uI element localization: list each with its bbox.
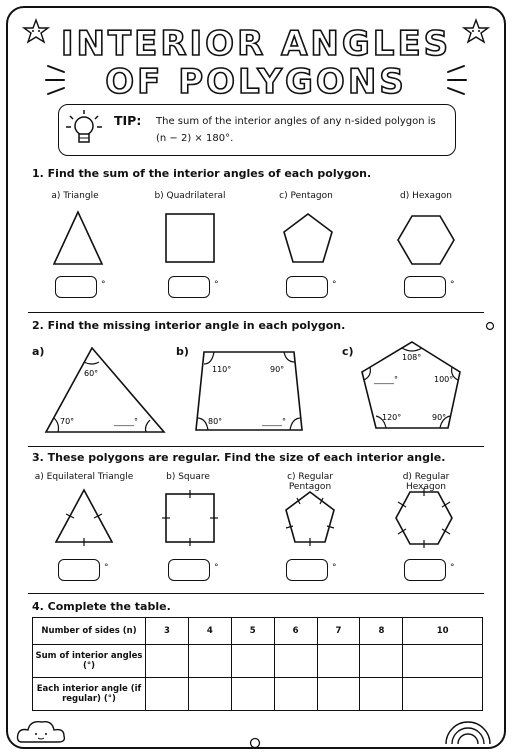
q3-equilateral-triangle-shape (44, 486, 124, 550)
q1-square-shape (150, 208, 230, 268)
q3-answer-box-c[interactable] (286, 559, 328, 581)
table-cell[interactable] (360, 678, 403, 711)
sides-table (32, 617, 483, 711)
table-cell[interactable] (360, 645, 403, 678)
q3-square-shape (152, 486, 228, 550)
q3-label-regular-hexagon: d) Regular Hexagon (402, 472, 450, 492)
q3-answer-box-a[interactable] (58, 559, 100, 581)
q2-quad-missing-angle: _____° (262, 417, 286, 426)
table-header-cell: 6 (274, 618, 317, 645)
table-cell[interactable] (274, 678, 317, 711)
q2-part-a: a) (32, 345, 45, 358)
q2-triangle-missing-angle: _____° (114, 417, 138, 426)
q1-degree-c: ° (332, 280, 337, 290)
q3-answer-box-d[interactable] (404, 559, 446, 581)
table-row (33, 678, 483, 711)
circle-decoration-icon (484, 320, 496, 332)
q1-answer-box-d[interactable] (404, 276, 446, 298)
divider (28, 446, 484, 447)
table-cell[interactable] (146, 678, 189, 711)
table-header-cell: 7 (317, 618, 360, 645)
q2-quadrilateral-figure (190, 344, 310, 436)
q3-degree-b: ° (214, 563, 219, 573)
q2-quad-top-right-angle: 90° (270, 365, 285, 374)
q3-regular-pentagon-shape (270, 486, 350, 550)
table-cell[interactable] (317, 678, 360, 711)
q1-answer-box-b[interactable] (168, 276, 210, 298)
q2-pentagon-figure (356, 336, 468, 436)
table-header-label: Number of sides (n) (33, 618, 146, 645)
q2-pentagon-bottom-right-angle: 90° (432, 413, 447, 422)
question-2-title: 2. Find the missing interior angle in each polygon. (32, 319, 346, 332)
table-header-cell: 5 (231, 618, 274, 645)
table-header-cell: 10 (403, 618, 483, 645)
table-cell[interactable] (188, 645, 231, 678)
q3-degree-a: ° (104, 563, 109, 573)
row-label-each: Each interior angle (if regular) (°) (33, 678, 146, 711)
page-title: INTERIOR ANGLES (60, 24, 452, 64)
cloud-icon (14, 714, 70, 748)
q3-degree-d: ° (450, 563, 455, 573)
q2-quad-bottom-left-angle: 80° (208, 417, 223, 426)
q1-degree-b: ° (214, 280, 219, 290)
q3-degree-c: ° (332, 563, 337, 573)
q1-hexagon-shape (388, 208, 468, 268)
table-cell[interactable] (403, 678, 483, 711)
q3-label-square: b) Square (166, 472, 210, 482)
q1-triangle-shape (40, 208, 120, 268)
q2-quad-top-left-angle: 110° (212, 365, 232, 374)
q1-label-quadrilateral: b) Quadrilateral (154, 191, 226, 201)
q3-regular-hexagon-shape (386, 486, 466, 550)
divider (28, 312, 484, 313)
q1-label-hexagon: d) Hexagon (400, 191, 452, 201)
q1-answer-box-a[interactable] (55, 276, 97, 298)
q2-part-c: c) (342, 345, 354, 358)
q2-triangle-figure (40, 340, 170, 440)
q3-answer-box-b[interactable] (168, 559, 210, 581)
table-header-cell: 3 (146, 618, 189, 645)
table-row (33, 645, 483, 678)
q2-pentagon-right-angle: 100° (434, 375, 454, 384)
q2-pentagon-top-angle: 108° (402, 353, 422, 362)
table-cell[interactable] (146, 645, 189, 678)
q2-triangle-left-angle: 70° (60, 417, 75, 426)
divider (28, 593, 484, 594)
q2-triangle-top-angle: 60° (84, 369, 99, 378)
page-subtitle: OF POLYGONS (105, 62, 407, 102)
q3-label-equilateral-triangle: a) Equilateral Triangle (34, 472, 134, 482)
table-header-cell: 8 (360, 618, 403, 645)
table-cell[interactable] (274, 645, 317, 678)
tip-text: The sum of the interior angles of any n-sided polygon is (n − 2) × 180°. (156, 116, 436, 144)
table-cell[interactable] (231, 645, 274, 678)
circle-decoration-icon (248, 736, 262, 750)
table-row (33, 618, 483, 645)
q2-pentagon-missing-angle: _____° (374, 375, 398, 384)
question-1-title: 1. Find the sum of the interior angles of each polygon. (32, 167, 372, 180)
q3-label-regular-pentagon: c) Regular Pentagon (287, 472, 333, 492)
q2-pentagon-bottom-left-angle: 120° (382, 413, 402, 422)
q1-degree-a: ° (101, 280, 106, 290)
rainbow-icon (440, 710, 496, 748)
q1-label-pentagon: c) Pentagon (279, 191, 333, 201)
tip-label: TIP: (114, 113, 142, 128)
table-header-cell: 4 (188, 618, 231, 645)
q1-answer-box-c[interactable] (286, 276, 328, 298)
question-3-title: 3. These polygons are regular. Find the size of each interior angle. (32, 451, 446, 464)
q1-pentagon-shape (268, 208, 348, 268)
question-4-title: 4. Complete the table. (32, 600, 171, 613)
lightbulb-icon (64, 108, 104, 152)
q1-label-triangle: a) Triangle (51, 191, 99, 201)
table-cell[interactable] (231, 678, 274, 711)
q1-degree-d: ° (450, 280, 455, 290)
table-cell[interactable] (403, 645, 483, 678)
table-cell[interactable] (317, 645, 360, 678)
table-cell[interactable] (188, 678, 231, 711)
row-label-sum: Sum of interior angles (°) (33, 645, 146, 678)
q2-part-b: b) (176, 345, 189, 358)
